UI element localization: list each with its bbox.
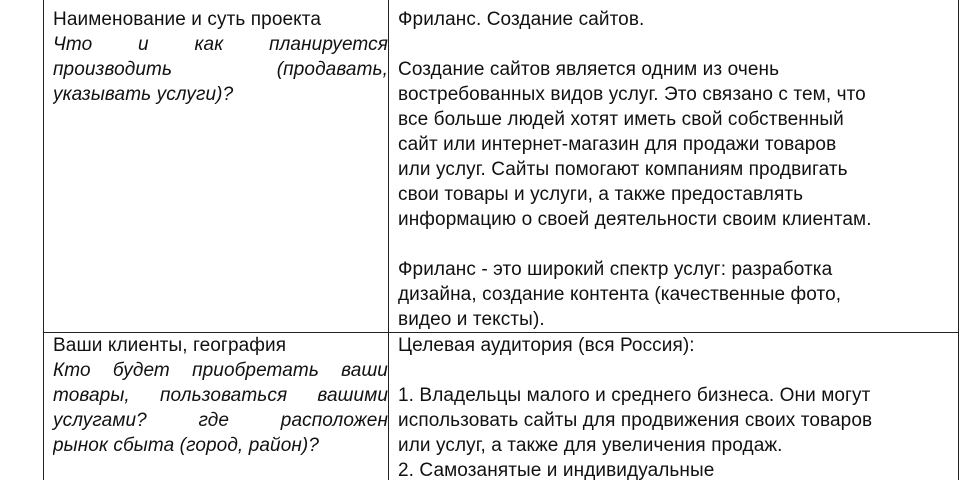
table-row	[44, 333, 959, 480]
freelance-services-paragraph: Фриланс - это широкий спектр услуг: разработка дизайна, создание контента (качественные фото, видео и тексты).	[398, 259, 842, 330]
table-row	[44, 0, 959, 333]
hint-line: указывать услуги)?	[53, 84, 234, 105]
hint-line: производить (продавать,	[53, 59, 388, 80]
project-name-text: Фриланс. Создание сайтов.	[398, 9, 645, 30]
label-hint	[53, 32, 388, 107]
label-cell-clients	[44, 333, 389, 480]
list-item: 1. Владельцы малого и среднего бизнеса. Они могут	[398, 385, 871, 406]
project-form-table	[43, 0, 959, 480]
value-cell-project	[389, 0, 959, 333]
list-item: 2. Самозанятые и индивидуальные	[398, 460, 715, 480]
hint-line: рынок сбыта (город, район)?	[53, 435, 320, 456]
label-title: Ваши клиенты, география	[53, 335, 287, 356]
target-audience-heading: Целевая аудитория (вся Россия):	[398, 335, 695, 356]
hint-line: Что и как планируется	[53, 34, 388, 55]
label-hint	[53, 358, 388, 458]
value-cell-clients	[389, 333, 959, 480]
label-cell-project	[44, 0, 389, 333]
hint-line: услугами? где расположен	[53, 410, 388, 431]
project-description-paragraph: Создание сайтов является одним из очень востребованных видов услуг. Это связано с тем, что все больше людей хотят иметь свой собственный сайт или интернет-магазин для продажи товаров или услуг. Сайты помогают компаниям продвигать свои товары и услуги, а также предоставлять информацию о своей деятельности своим клиентам.	[398, 59, 872, 230]
hint-line: Кто будет приобретать ваши	[53, 360, 388, 381]
audience-list: 1. Владельцы малого и среднего бизнеса. Они могут использовать сайты для продвижения своих товаров или услуг, а также для увеличения продаж. 2. Самозанятые и индивидуальные	[398, 383, 958, 480]
label-title: Наименование и суть проекта	[53, 9, 322, 30]
hint-line: товары, пользоваться вашими	[53, 385, 388, 406]
